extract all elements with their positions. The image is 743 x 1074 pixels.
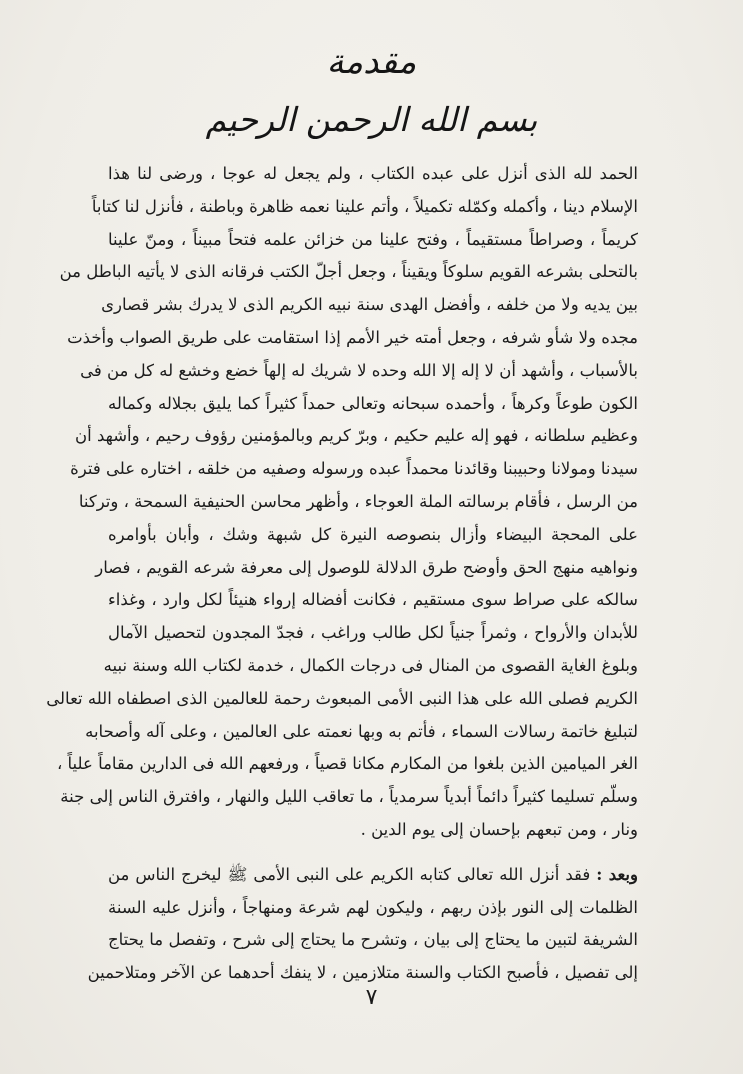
paragraph-introduction — [46, 158, 638, 847]
text-line: الظلمات إلى النور بإذن ربهم ، وليكون لهم شرعة ومنهاجاً ، وأنزل عليه السنة — [108, 897, 638, 917]
text-line: ونار ، ومن تبعهم بإحسان إلى يوم الدين . — [360, 819, 638, 839]
text-line: الحمد لله الذى أنزل على عبده الكتاب ، ولم يجعل له عوجا ، ورضى لنا هذا — [108, 164, 638, 183]
text-line: ونواهيه منهج الحق وأوضح طرق الدلالة للوصول إلى معرفة شرعه القويم ، فصار — [95, 557, 638, 577]
body-text — [46, 158, 638, 990]
text-line: وبلوغ الغاية القصوى من المنال فى درجات الكمال ، خدمة لكتاب الله وسنة نبيه — [103, 655, 638, 675]
text-line: سالكه على صراط سوى مستقيم ، فكانت أفضاله إرواء هنيئاً لكل وارد ، وغذاء — [108, 590, 638, 610]
basmala-heading: بسم الله الرحمن الرحيم — [205, 100, 538, 139]
text-line-content: فقد أنزل الله تعالى كتابه الكريم على النبى الأمى ﷺ ليخرج الناس من — [108, 864, 591, 884]
text-line: بالتحلى بشرعه القويم سلوكاً ويقيناً ، وجعل أجلّ الكتب فرقانه الذى لا يأتيه الباطل من — [59, 262, 638, 282]
text-line: على المحجة البيضاء وأزال بنصوصه النيرة كل شبهة وشك ، وأبان بأوامره — [108, 524, 638, 544]
text-line: وسلّم تسليما كثيراً دائماً أبدياً سرمدياً ، ما تعاقب الليل والنهار ، وافترق الناس إلى جنة — [60, 787, 638, 807]
chapter-title: مقدمة — [326, 42, 417, 82]
text-line: الكون طوعاً وكرهاً ، وأحمده سبحانه وتعالى حمداً كثيراً كما يليق بجلاله وكماله — [108, 393, 638, 413]
text-line: الإسلام دينا ، وأكمله وكمّله تكميلاً ، وأتم علينا نعمه ظاهرة وباطنة ، فأنزل لنا كتاباً — [91, 196, 638, 216]
text-line: بالأسباب ، وأشهد أن لا إله إلا الله وحده لا شريك له إلهاً خضع وخشع له كل من فى — [80, 360, 638, 380]
text-line: للأبدان والأرواح ، وثمراً جنياً لكل طالب وراغب ، فجدّ المجدون لتحصيل الآمال — [108, 623, 638, 643]
text-line: إلى تفصيل ، فأصبح الكتاب والسنة متلازمين ، لا ينفك أحدهما عن الآخر ومتلاحمين — [87, 963, 638, 983]
text-line: الكريم فصلى الله على هذا النبى الأمى المبعوث رحمة للعالمين الذى اصطفاه الله تعالى — [46, 688, 638, 708]
text-line — [108, 859, 638, 892]
text-line: الشريفة لتبين ما يحتاج إلى بيان ، وتشرح ما يحتاج إلى شرح ، وتفصل ما يحتاج — [108, 930, 638, 950]
text-line: سيدنا ومولانا وحبيبنا وقائدنا محمداً عبده ورسوله وصفيه من خلقه ، اختاره على فترة — [70, 459, 638, 479]
page-number: ٧ — [365, 985, 378, 1010]
text-line: كريماً ، وصراطاً مستقيماً ، وفتح علينا من خزائن علمه فتحاً مبيناً ، ومنّ علينا — [108, 229, 638, 249]
text-line: مجده ولا شأو شرفه ، وجعل أمته خير الأمم إذا استقامت على طريق الصواب وأخذت — [67, 327, 638, 347]
text-line: لتبليغ خاتمة رسالات السماء ، فأتم به وبها نعمته على العالمين ، وعلى آله وأصحابه — [85, 721, 638, 741]
text-line: وعظيم سلطانه ، فهو إله عليم حكيم ، وبرّ كريم وبالمؤمنين رؤوف رحيم ، وأشهد أن — [75, 426, 638, 446]
paragraph-wabaad — [87, 859, 638, 990]
text-line: الغر الميامين الذين بلغوا من المكارم مكانا قصياً ، ورفعهم الله فى الدارين مقاماً علياً ، — [56, 754, 638, 774]
text-line: من الرسل ، فأقام برسالته الملة العوجاء ، وأظهر محاسن الحنيفية السمحة ، وتركنا — [78, 491, 638, 511]
text-line: بين يديه ولا من خلفه ، وأفضل الهدى سنة نبيه الكريم الذى لا يدرك بشر قصارى — [101, 295, 638, 315]
paragraph-lead: وبعد : — [596, 864, 638, 884]
